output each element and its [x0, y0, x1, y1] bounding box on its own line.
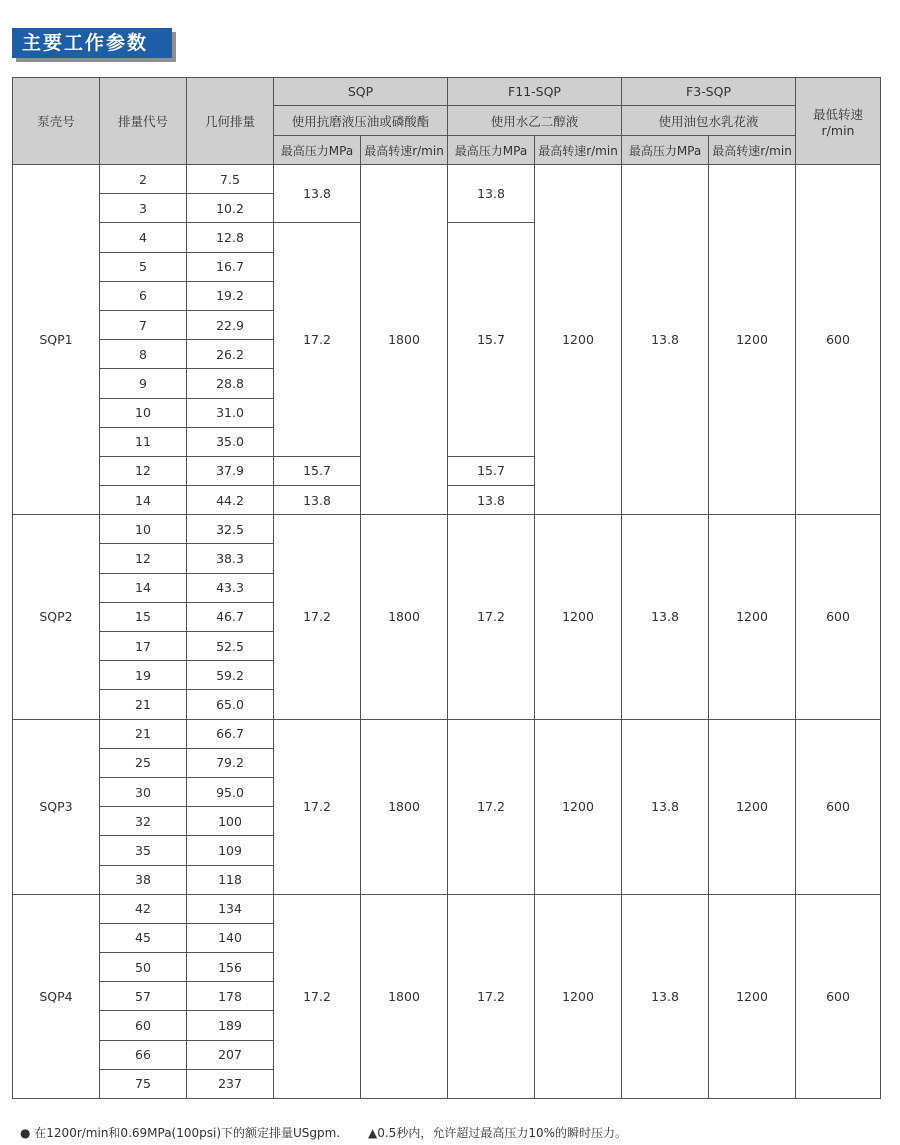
displacement-cell: 32.5	[187, 515, 274, 544]
displacement-cell: 10.2	[187, 194, 274, 223]
header-max-speed: 最高转速r/min	[709, 136, 796, 165]
code-cell: 3	[100, 194, 187, 223]
displacement-cell: 140	[187, 923, 274, 952]
code-cell: 60	[100, 1011, 187, 1040]
f11-pressure-cell: 15.7	[448, 223, 535, 457]
sqp-speed-cell: 1800	[361, 894, 448, 1098]
displacement-cell: 22.9	[187, 310, 274, 339]
code-cell: 30	[100, 777, 187, 806]
header-min-speed-unit: r/min	[821, 122, 855, 138]
f11-speed-cell: 1200	[535, 165, 622, 515]
f3-speed-cell: 1200	[709, 515, 796, 719]
f11-pressure-cell: 17.2	[448, 719, 535, 894]
displacement-cell: 178	[187, 982, 274, 1011]
min-speed-cell: 600	[796, 894, 881, 1098]
footnote-peak-pressure: ▲0.5秒内，允许超过最高压力10%的瞬时压力。	[368, 1126, 627, 1140]
header-fluid-f3: 使用油包水乳花液	[622, 106, 796, 136]
sqp-pressure-cell: 13.8	[274, 486, 361, 515]
table-row	[13, 515, 881, 544]
code-cell: 14	[100, 573, 187, 602]
code-cell: 7	[100, 310, 187, 339]
code-cell: 32	[100, 807, 187, 836]
section-title: 主要工作参数	[12, 28, 172, 58]
header-group-f3: F3-SQP	[622, 78, 796, 106]
sqp-speed-cell: 1800	[361, 165, 448, 515]
f3-speed-cell: 1200	[709, 894, 796, 1098]
f3-pressure-cell: 13.8	[622, 894, 709, 1098]
code-cell: 42	[100, 894, 187, 923]
table-row	[13, 719, 881, 748]
code-cell: 15	[100, 602, 187, 631]
f3-speed-cell: 1200	[709, 165, 796, 515]
header-displacement: 几何排量	[187, 78, 274, 165]
sqp-pressure-cell: 17.2	[274, 223, 361, 457]
code-cell: 38	[100, 865, 187, 894]
displacement-cell: 66.7	[187, 719, 274, 748]
displacement-cell: 38.3	[187, 544, 274, 573]
f11-pressure-cell: 17.2	[448, 515, 535, 719]
header-fluid-sqp: 使用抗磨液压油或磷酸酯	[274, 106, 448, 136]
f11-speed-cell: 1200	[535, 515, 622, 719]
table-row	[13, 165, 881, 194]
sqp-pressure-cell: 13.8	[274, 165, 361, 223]
displacement-cell: 95.0	[187, 777, 274, 806]
header-max-pressure: 最高压力MPa	[622, 136, 709, 165]
header-fluid-f11: 使用水乙二醇液	[448, 106, 622, 136]
displacement-cell: 26.2	[187, 340, 274, 369]
code-cell: 21	[100, 690, 187, 719]
code-cell: 4	[100, 223, 187, 252]
parameter-table	[12, 77, 881, 1099]
displacement-cell: 7.5	[187, 165, 274, 194]
displacement-cell: 46.7	[187, 602, 274, 631]
header-max-pressure: 最高压力MPa	[274, 136, 361, 165]
sqp-pressure-cell: 15.7	[274, 456, 361, 485]
displacement-cell: 109	[187, 836, 274, 865]
sqp-speed-cell: 1800	[361, 719, 448, 894]
header-min-speed	[796, 78, 881, 165]
code-cell: 9	[100, 369, 187, 398]
header-min-speed-label: 最低转速	[813, 106, 864, 122]
pump-cell: SQP3	[13, 719, 100, 894]
displacement-cell: 207	[187, 1040, 274, 1069]
f3-pressure-cell: 13.8	[622, 165, 709, 515]
displacement-cell: 65.0	[187, 690, 274, 719]
code-cell: 50	[100, 953, 187, 982]
footnotes	[20, 1124, 651, 1141]
code-cell: 66	[100, 1040, 187, 1069]
code-cell: 6	[100, 281, 187, 310]
displacement-cell: 100	[187, 807, 274, 836]
code-cell: 5	[100, 252, 187, 281]
code-cell: 11	[100, 427, 187, 456]
f3-pressure-cell: 13.8	[622, 719, 709, 894]
displacement-cell: 31.0	[187, 398, 274, 427]
displacement-cell: 52.5	[187, 632, 274, 661]
displacement-cell: 79.2	[187, 748, 274, 777]
displacement-cell: 16.7	[187, 252, 274, 281]
header-code: 排量代号	[100, 78, 187, 165]
displacement-cell: 43.3	[187, 573, 274, 602]
f3-pressure-cell: 13.8	[622, 515, 709, 719]
displacement-cell: 28.8	[187, 369, 274, 398]
header-pump: 泵壳号	[13, 78, 100, 165]
f11-pressure-cell: 13.8	[448, 165, 535, 223]
footnote-rated-displacement: ● 在1200r/min和0.69MPa(100psi)下的额定排量USgpm.	[20, 1126, 341, 1140]
pump-cell: SQP4	[13, 894, 100, 1098]
displacement-cell: 59.2	[187, 661, 274, 690]
table-body	[13, 165, 881, 1099]
code-cell: 57	[100, 982, 187, 1011]
code-cell: 8	[100, 340, 187, 369]
displacement-cell: 19.2	[187, 281, 274, 310]
sqp-pressure-cell: 17.2	[274, 515, 361, 719]
sqp-pressure-cell: 17.2	[274, 719, 361, 894]
f3-speed-cell: 1200	[709, 719, 796, 894]
sqp-pressure-cell: 17.2	[274, 894, 361, 1098]
code-cell: 2	[100, 165, 187, 194]
code-cell: 14	[100, 486, 187, 515]
pump-cell: SQP2	[13, 515, 100, 719]
pump-cell: SQP1	[13, 165, 100, 515]
min-speed-cell: 600	[796, 165, 881, 515]
header-group-f11: F11-SQP	[448, 78, 622, 106]
header-max-pressure: 最高压力MPa	[448, 136, 535, 165]
header-group-sqp: SQP	[274, 78, 448, 106]
code-cell: 45	[100, 923, 187, 952]
displacement-cell: 237	[187, 1069, 274, 1098]
displacement-cell: 44.2	[187, 486, 274, 515]
code-cell: 10	[100, 515, 187, 544]
code-cell: 10	[100, 398, 187, 427]
f11-pressure-cell: 13.8	[448, 486, 535, 515]
f11-pressure-cell: 15.7	[448, 456, 535, 485]
displacement-cell: 37.9	[187, 456, 274, 485]
code-cell: 75	[100, 1069, 187, 1098]
f11-pressure-cell: 17.2	[448, 894, 535, 1098]
header-max-speed: 最高转速r/min	[535, 136, 622, 165]
table-header	[13, 78, 881, 165]
header-max-speed: 最高转速r/min	[361, 136, 448, 165]
code-cell: 35	[100, 836, 187, 865]
displacement-cell: 189	[187, 1011, 274, 1040]
min-speed-cell: 600	[796, 515, 881, 719]
displacement-cell: 118	[187, 865, 274, 894]
code-cell: 17	[100, 632, 187, 661]
displacement-cell: 35.0	[187, 427, 274, 456]
code-cell: 21	[100, 719, 187, 748]
f11-speed-cell: 1200	[535, 719, 622, 894]
displacement-cell: 156	[187, 953, 274, 982]
code-cell: 19	[100, 661, 187, 690]
table-row	[13, 894, 881, 923]
displacement-cell: 134	[187, 894, 274, 923]
sqp-speed-cell: 1800	[361, 515, 448, 719]
code-cell: 12	[100, 544, 187, 573]
displacement-cell: 12.8	[187, 223, 274, 252]
min-speed-cell: 600	[796, 719, 881, 894]
code-cell: 25	[100, 748, 187, 777]
code-cell: 12	[100, 456, 187, 485]
f11-speed-cell: 1200	[535, 894, 622, 1098]
